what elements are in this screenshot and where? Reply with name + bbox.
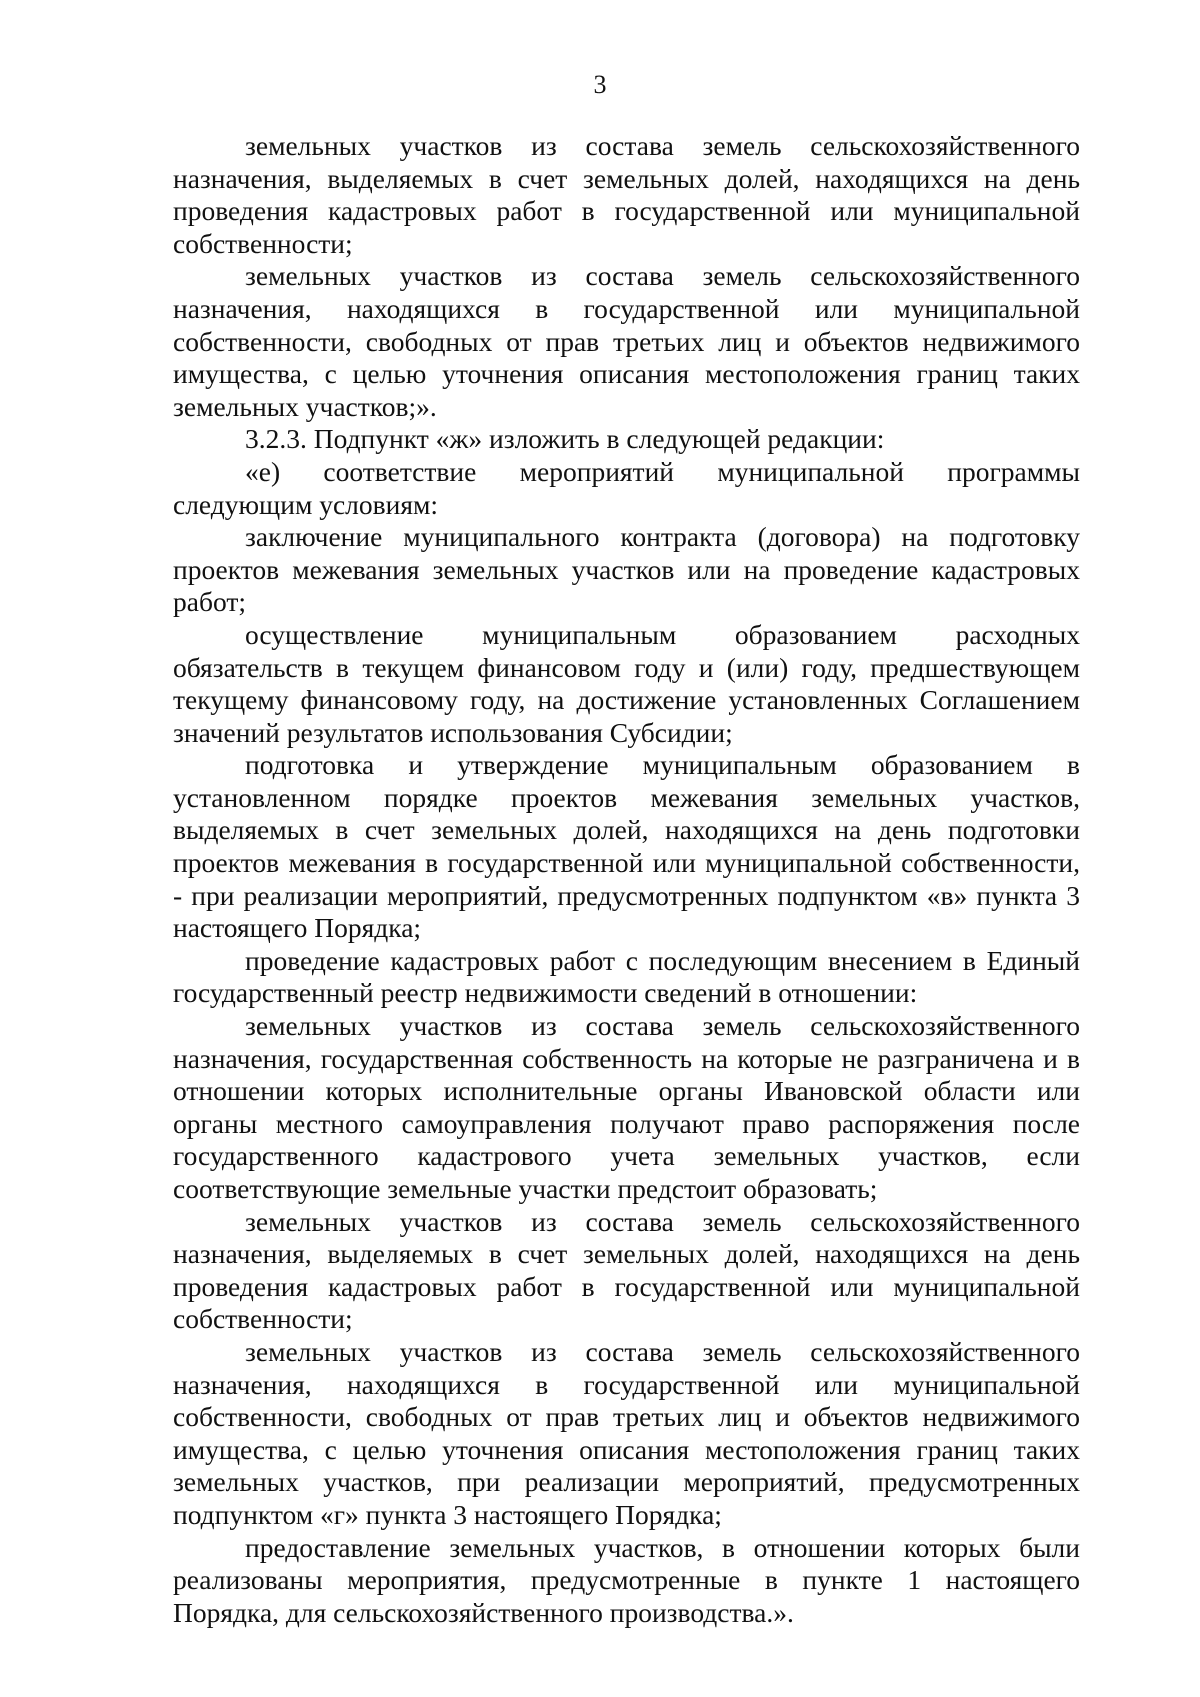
document-body	[173, 130, 1080, 1629]
paragraph: «е) соответствие мероприятий муниципальной программы следующим условиям:	[173, 455, 1080, 520]
paragraph: предоставление земельных участков, в отношении которых были реализованы мероприятия, предусмотренные в пункте 1 настоящего Порядка, для сельскохозяйственного производства.».	[173, 1531, 1080, 1628]
paragraph: заключение муниципального контракта (договора) на подготовку проектов межевания земельных участков или на проведение кадастровых работ;	[173, 521, 1080, 618]
paragraph: подготовка и утверждение муниципальным образованием в установленном порядке проектов межевания земельных участков, выделяемых в счет земельных долей, находящихся на день подготовки проектов межевания в государственной или муниципальной собственности, - при реализации мероприятий, предусмотренных подпунктом «в» пункта 3 настоящего Порядка;	[173, 749, 1080, 944]
paragraph: 3.2.3. Подпункт «ж» изложить в следующей редакции:	[245, 423, 885, 455]
paragraph: осуществление муниципальным образованием расходных обязательств в текущем финансовом году и (или) году, предшествующем текущему финансовому году, на достижение установленных Соглашением значений результатов использования Субсидии;	[173, 618, 1080, 748]
paragraph: проведение кадастровых работ с последующим внесением в Единый государственный реестр недвижимости сведений в отношении:	[173, 944, 1080, 1009]
paragraph: земельных участков из состава земель сельскохозяйственного назначения, выделяемых в счет земельных долей, находящихся на день проведения кадастровых работ в государственной или муниципальной собственности;	[173, 1205, 1080, 1335]
paragraph: земельных участков из состава земель сельскохозяйственного назначения, находящихся в государственной или муниципальной собственности, свободных от прав третьих лиц и объектов недвижимого имущества, с целью уточнения описания местоположения границ таких земельных участков, при реализации мероприятий, предусмотренных подпунктом «г» пункта 3 настоящего Порядка;	[173, 1335, 1080, 1530]
page-number: 3	[593, 70, 607, 99]
paragraph: земельных участков из состава земель сельскохозяйственного назначения, находящихся в государственной или муниципальной собственности, свободных от прав третьих лиц и объектов недвижимого имущества, с целью уточнения описания местоположения границ таких земельных участков;».	[173, 260, 1080, 422]
paragraph: земельных участков из состава земель сельскохозяйственного назначения, государственная собственность на которые не разграничена и в отношении которых исполнительные органы Ивановской области или органы местного самоуправления получают право распоряжения после государственного кадастрового учета земельных участков, если соответствующие земельные участки предстоит образовать;	[173, 1010, 1080, 1204]
paragraph: земельных участков из состава земель сельскохозяйственного назначения, выделяемых в счет земельных долей, находящихся на день проведения кадастровых работ в государственной или муниципальной собственности;	[173, 130, 1080, 259]
